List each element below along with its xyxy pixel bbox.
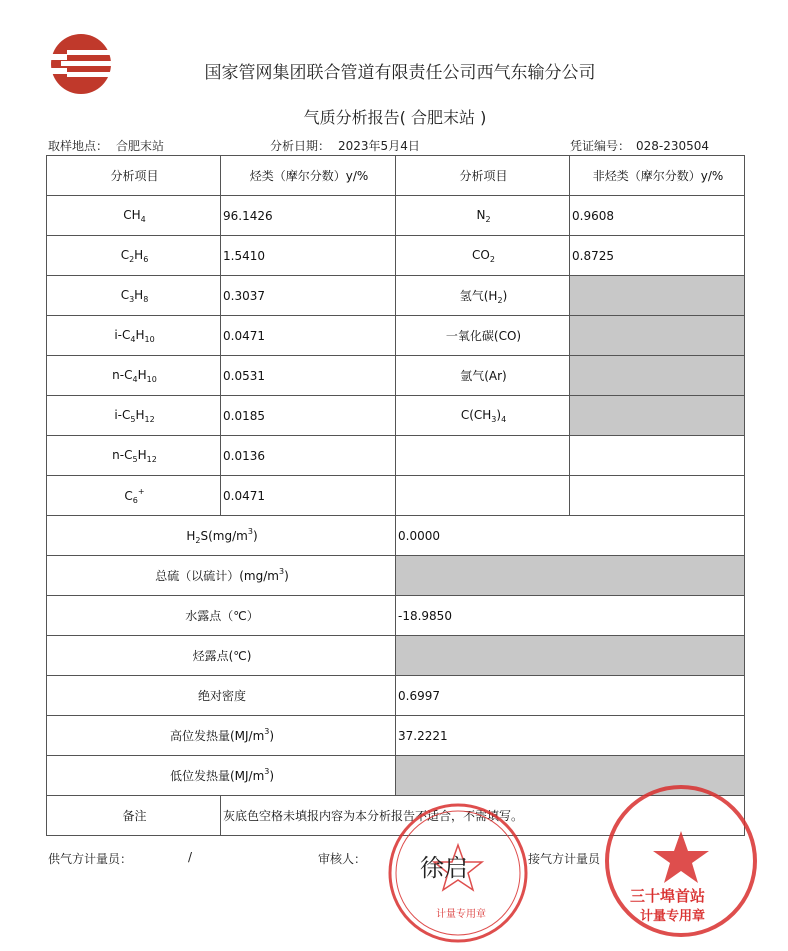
component-c2h6: $C_2H_6$ bbox=[47, 236, 221, 276]
property-lhv: 低位发热量$(MJ/m^3)$ bbox=[47, 756, 396, 796]
component-ar: 氩气(Ar) bbox=[396, 356, 570, 396]
supplier-meter-label: 供气方计量员： bbox=[48, 852, 133, 866]
reviewer-label: 审核人： bbox=[318, 852, 367, 866]
value-cell: 0.3037 bbox=[221, 276, 396, 316]
receiver-meter-label: 接气方计量员 bbox=[528, 852, 601, 866]
property-density: 绝对密度 bbox=[47, 676, 396, 716]
component-nc5h12: $n-C_5H_{12}$ bbox=[47, 436, 221, 476]
property-value-na bbox=[396, 636, 745, 676]
company-name: 国家管网集团联合管道有限责任公司西气东输分公司 bbox=[204, 63, 596, 83]
component-c6plus: $C_6^+$ bbox=[47, 476, 221, 516]
property-h2s: $H_2S(mg/m^3)$ bbox=[47, 516, 396, 556]
component-h2: 氢气$(H_2)$ bbox=[396, 276, 570, 316]
remarks-text: 灰底色空格未填报内容为本分析报告不适合，不需填写。 bbox=[221, 796, 745, 836]
report-title: 气质分析报告( 合肥末站 ) bbox=[303, 108, 487, 127]
value-cell: 0.8725 bbox=[570, 236, 745, 276]
component-n2: $N_2$ bbox=[396, 196, 570, 236]
property-value: 0.0000 bbox=[396, 516, 745, 556]
value-cell: 96.1426 bbox=[221, 196, 396, 236]
stamp-right-center2: 计量专用章 bbox=[640, 909, 706, 924]
value-cell-na bbox=[570, 396, 745, 436]
value-cell: 0.0136 bbox=[221, 436, 396, 476]
property-hc-dew: 烃露点(℃) bbox=[47, 636, 396, 676]
value-cell: 0.0185 bbox=[221, 396, 396, 436]
property-row bbox=[47, 516, 745, 556]
value-cell: 1.5410 bbox=[221, 236, 396, 276]
property-total-sulfur: 总硫（以硫计）$(mg/m^3)$ bbox=[47, 556, 396, 596]
table-row bbox=[47, 396, 745, 436]
property-row bbox=[47, 676, 745, 716]
voucher-number: 凭证编号： 028-230504 bbox=[570, 139, 710, 153]
table-row bbox=[47, 316, 745, 356]
analysis-date: 分析日期： 2023年5月4日 bbox=[270, 139, 420, 153]
remarks-label: 备注 bbox=[47, 796, 221, 836]
empty-cell bbox=[570, 436, 745, 476]
property-row bbox=[47, 556, 745, 596]
header-non-hydrocarbon: 非烃类（摩尔分数）y/% bbox=[570, 156, 745, 196]
table-row bbox=[47, 356, 745, 396]
empty-cell bbox=[570, 476, 745, 516]
header-item: 分析项目 bbox=[396, 156, 570, 196]
property-value-na bbox=[396, 556, 745, 596]
component-co: 一氧化碳(CO) bbox=[396, 316, 570, 356]
property-value: 37.2221 bbox=[396, 716, 745, 756]
signature: 徐启 bbox=[420, 854, 468, 882]
value-cell-na bbox=[570, 276, 745, 316]
table-row bbox=[47, 236, 745, 276]
supplier-meter-value: / bbox=[188, 850, 193, 864]
property-value: 0.6997 bbox=[396, 676, 745, 716]
property-water-dew: 水露点（℃） bbox=[47, 596, 396, 636]
company-logo bbox=[47, 32, 119, 96]
property-row bbox=[47, 596, 745, 636]
header-item: 分析项目 bbox=[47, 156, 221, 196]
component-ch4: $CH_4$ bbox=[47, 196, 221, 236]
value-cell: 0.0471 bbox=[221, 476, 396, 516]
empty-cell bbox=[396, 436, 570, 476]
analysis-table bbox=[46, 155, 745, 836]
property-row bbox=[47, 636, 745, 676]
component-co2: $CO_2$ bbox=[396, 236, 570, 276]
table-header-row bbox=[47, 156, 745, 196]
component-ic4h10: $i-C_4H_{10}$ bbox=[47, 316, 221, 356]
header-hydrocarbon: 烃类（摩尔分数）y/% bbox=[221, 156, 396, 196]
table-row bbox=[47, 276, 745, 316]
value-cell: 0.0531 bbox=[221, 356, 396, 396]
component-nc4h10: $n-C_4H_{10}$ bbox=[47, 356, 221, 396]
property-value: -18.9850 bbox=[396, 596, 745, 636]
component-neopentane: $C(CH_3)_4$ bbox=[396, 396, 570, 436]
component-ic5h12: $i-C_5H_{12}$ bbox=[47, 396, 221, 436]
stamp-right-center1: 三十埠首站 bbox=[630, 887, 706, 905]
stamp-left-center: 计量专用章 bbox=[436, 909, 486, 920]
sample-location: 取样地点： 合肥末站 bbox=[48, 139, 165, 153]
value-cell-na bbox=[570, 356, 745, 396]
table-row bbox=[47, 196, 745, 236]
value-cell: 0.0471 bbox=[221, 316, 396, 356]
table-row bbox=[47, 436, 745, 476]
value-cell-na bbox=[570, 316, 745, 356]
component-c3h8: $C_3H_8$ bbox=[47, 276, 221, 316]
property-row bbox=[47, 716, 745, 756]
property-hhv: 高位发热量$(MJ/m^3)$ bbox=[47, 716, 396, 756]
table-row bbox=[47, 476, 745, 516]
empty-cell bbox=[396, 476, 570, 516]
value-cell: 0.9608 bbox=[570, 196, 745, 236]
